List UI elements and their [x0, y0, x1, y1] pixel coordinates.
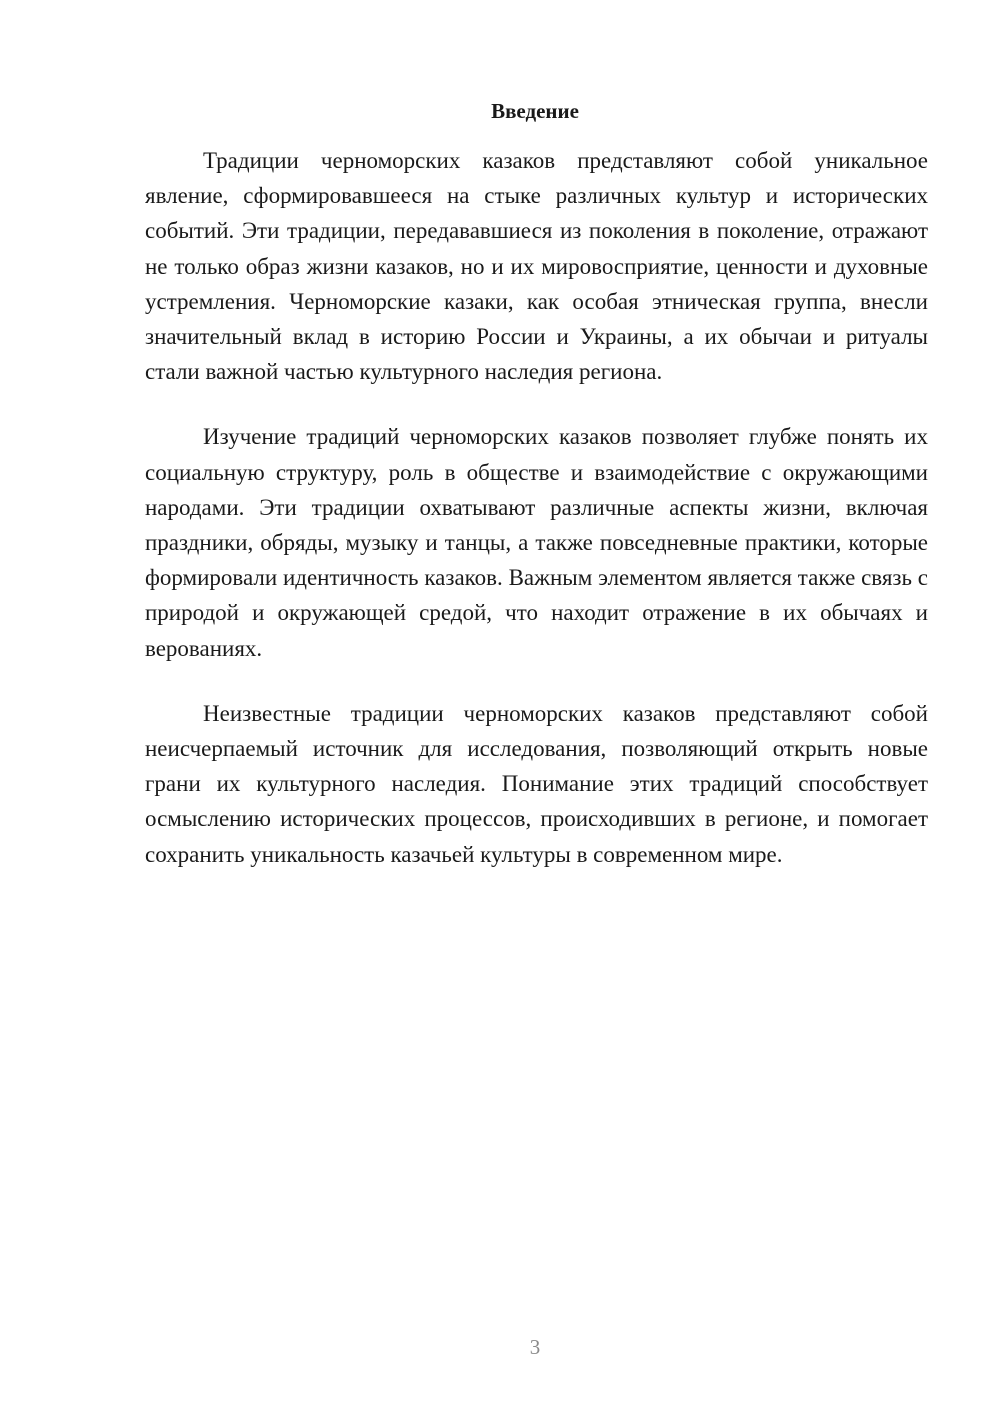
section-heading: Введение	[491, 99, 579, 123]
body-text	[145, 143, 928, 902]
paragraph-3: Неизвестные традиции черноморских казаков представляют собой неисчерпаемый источник для исследования, позволяющий открыть новые грани их культурного наследия. Понимание этих традиций способствует осмыслению исторических процессов, происходивших в регионе, и помогает сохранить уникальность казачьей культуры в современном мире.	[145, 700, 928, 867]
page-number: 3	[529, 1335, 541, 1359]
paragraph-1: Традиции черноморских казаков представляют собой уникальное явление, сформировавшееся на стыке различных культур и исторических событий. Эти традиции, передававшиеся из поколения в поколение, отражают не только образ жизни казаков, но и их мировосприятие, ценности и духовные устремления. Черноморские казаки, как особая этническая группа, внесли значительный вклад в историю России и Украины, а их обычаи и ритуалы стали важной частью культурного наследия региона.	[145, 148, 928, 385]
paragraph-2: Изучение традиций черноморских казаков позволяет глубже понять их социальную структуру, роль в обществе и взаимодействие с окружающими народами. Эти традиции охватывают различные аспекты жизни, включая праздники, обряды, музыку и танцы, а также повседневные практики, которые формировали идентичность казаков. Важным элементом является также связь с природой и окружающей средой, что находит отражение в их обычаях и верованиях.	[145, 424, 928, 661]
